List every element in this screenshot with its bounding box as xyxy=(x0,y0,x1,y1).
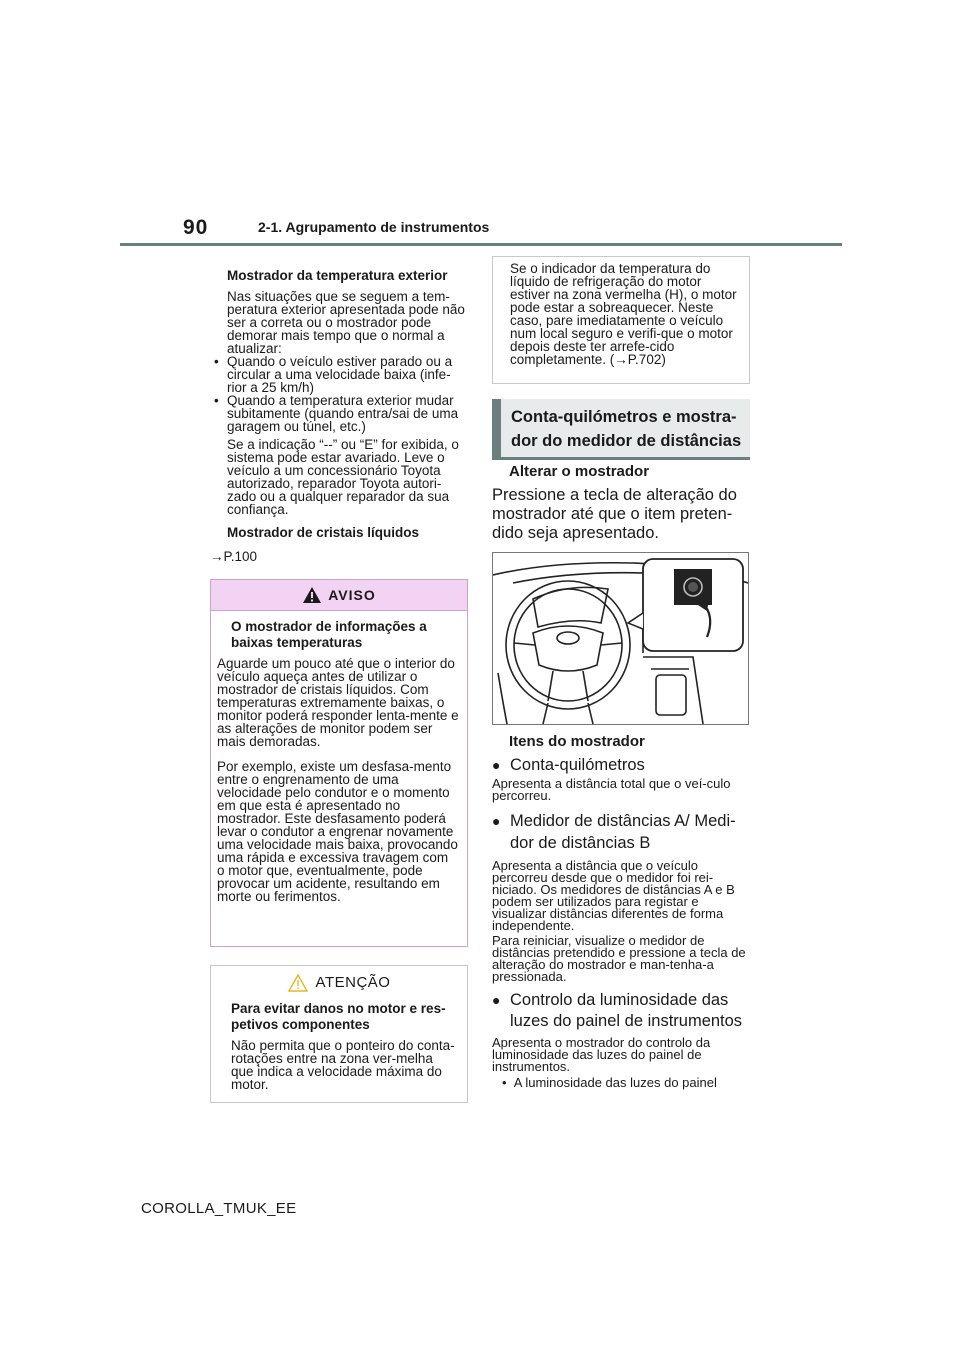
document-code: COROLLA_TMUK_EE xyxy=(141,1200,297,1217)
caution-box xyxy=(210,965,468,1103)
bullet-item: • Quando a temperatura exterior mudar subitamente (quando entra/sai de uma garagem ou túnel, etc.) xyxy=(214,393,459,434)
display-item-desc: Apresenta a distância que o veículo percorreu desde que o medidor foi rei-niciado. Os medidores de distâncias A e B podem ser utilizados para registar e visualizar distâncias diferentes de forma independente. xyxy=(492,858,735,933)
change-heading: Alterar o mostrador xyxy=(509,463,650,480)
caution-header xyxy=(211,966,467,999)
items-heading: Itens do mostrador xyxy=(509,733,645,750)
warning-paragraph: Por exemplo, existe um desfasa-mento entre o engrenamento de uma velocidade pelo condutor e o momento em que esta é apresentado no mostrador. Este desfasamento poderá levar o condutor a engrenar novamente uma velocidade mais baixa, provocando uma rápida e excessiva travagem com o motor que, eventualmente, pode provocar um acidente, resultando em morte ou ferimentos. xyxy=(217,759,458,904)
display-item-desc: Apresenta a distância total que o veí-culo percorreu. xyxy=(492,776,731,803)
lcd-heading: Mostrador de cristais líquidos xyxy=(227,525,420,540)
temp-intro: Nas situações que se seguem a tem-peratura exterior apresentada pode não ser a correta ou o mostrador pode demorar mais tempo que o normal a atualizar: xyxy=(227,289,465,356)
warning-paragraph: Aguarde um pouco até que o interior do veículo aqueça antes de utilizar o mostrador de cristais líquidos. Com temperaturas extremamente baixas, o monitor poderá responder lenta-mente e as alterações de monitor podem ser mais demoradas. xyxy=(217,656,459,749)
bullet-item: • A luminosidade das luzes do painel xyxy=(502,1075,717,1090)
steering-wheel-image xyxy=(493,553,748,724)
warning-box xyxy=(210,579,468,947)
display-item-title: ● Conta-quilómetros xyxy=(492,756,645,774)
section-heading-bar xyxy=(492,399,501,457)
warning-subheading: O mostrador de informações a baixas temperaturas xyxy=(231,619,427,650)
caution-icon xyxy=(288,974,308,992)
change-text: Pressione a tecla de alteração do mostrador até que o item preten-dido seja apresentado. xyxy=(492,486,737,542)
section-heading xyxy=(492,399,750,460)
caution-subheading: Para evitar danos no motor e res-petivos componentes xyxy=(231,1001,446,1032)
caution-title: ATENÇÃO xyxy=(315,974,391,991)
warning-title: AVISO xyxy=(328,587,376,603)
temp-note: Se a indicação “--” ou “E” for exibida, o sistema pode estar avariado. Leve o veículo a um concessionário Toyota autorizado, reparador Toyota autori-zado ou a qualquer reparador da sua confiança. xyxy=(227,437,459,517)
section-heading-line: dor do medidor de distâncias xyxy=(511,432,742,450)
left-column xyxy=(210,268,468,564)
temp-heading: Mostrador da temperatura exterior xyxy=(227,268,448,283)
bullet-dot-icon: ● xyxy=(492,813,501,829)
warning-icon xyxy=(302,586,322,604)
note-text: Se o indicador da temperatura do líquido de refrigeração do motor estiver na zona vermelha (H), o motor pode estar a sobreaquecer. Neste caso, pare imediatamente o veículo num local seguro e verifi-que o motor depois deste ter arrefe-cido completamente. (→P.702) xyxy=(510,261,737,367)
bullet-dot-icon: ● xyxy=(492,992,501,1008)
display-item-title: ● Controlo da luminosidade das luzes do painel de instrumentos xyxy=(492,991,743,1030)
warning-header xyxy=(211,580,467,611)
page-reference: →P.100 xyxy=(210,549,258,564)
note-box xyxy=(492,256,750,384)
bullet-dot-icon: ● xyxy=(492,757,501,773)
steering-wheel-illustration xyxy=(492,552,749,725)
bullet-item: • Quando o veículo estiver parado ou a circular a uma velocidade baixa (infe-rior a 25 km/h) xyxy=(214,354,453,395)
display-items-section xyxy=(492,733,754,1089)
display-item-desc: Para reiniciar, visualize o medidor de distâncias pretendido e pressione a tecla de alteração do mostrador e man-tenha-a pressionada. xyxy=(492,933,746,984)
header-rule xyxy=(120,243,842,246)
change-display-section xyxy=(492,463,754,543)
display-item-desc: Apresenta o mostrador do controlo da luminosidade das luzes do painel de instrumentos. xyxy=(492,1035,711,1074)
section-title: 2-1. Agrupamento de instrumentos xyxy=(258,219,490,235)
caution-paragraph: Não permita que o ponteiro do conta-rotações entre na zona ver-melha que indica a velocidade máxima do motor. xyxy=(231,1038,455,1092)
display-item-title: ● Medidor de distâncias A/ Medi-dor de distâncias B xyxy=(492,812,736,852)
page-number: 90 xyxy=(183,216,209,239)
section-heading-line: Conta-quilómetros e mostra- xyxy=(511,408,737,426)
